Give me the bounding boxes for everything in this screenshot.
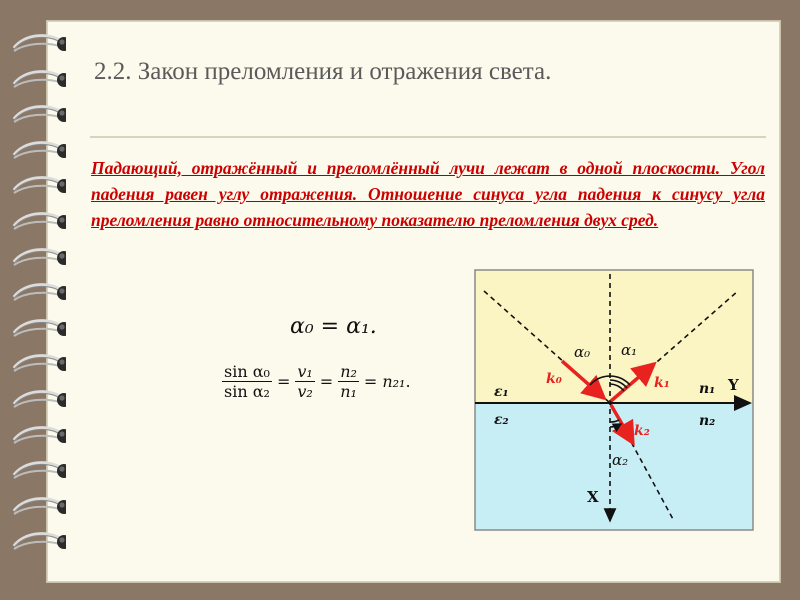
- k1-label: k₁: [654, 375, 670, 391]
- n1-label: n₁: [699, 381, 716, 397]
- fraction-velocities: [295, 362, 314, 401]
- alpha0-label: α₀: [574, 343, 591, 361]
- formula-angle-equality-text: α₀ = α₁.: [290, 314, 377, 339]
- x-axis-label: X: [587, 488, 599, 506]
- epsilon2-label: ε₂: [494, 412, 509, 428]
- spiral-ring: [10, 352, 66, 374]
- formula-snell-law: [222, 362, 411, 401]
- spiral-ring: [10, 530, 66, 552]
- equals-sign: =: [276, 372, 291, 391]
- spiral-ring: [10, 495, 66, 517]
- fraction-velocities-denominator: v₂: [297, 382, 313, 401]
- equals-sign: =: [319, 372, 334, 391]
- fraction-indices-numerator: n₂: [340, 362, 357, 381]
- alpha1-label: α₁: [621, 341, 638, 359]
- spiral-ring: [10, 139, 66, 161]
- fraction-sines-numerator: sin α₀: [224, 362, 270, 381]
- spiral-ring: [10, 281, 66, 303]
- spiral-ring: [10, 459, 66, 481]
- alpha2-label: α₂: [612, 451, 629, 469]
- fraction-sines-denominator: sin α₂: [224, 382, 270, 401]
- equals-sign: =: [363, 372, 378, 391]
- title-divider: [90, 136, 766, 138]
- law-statement: Падающий, отражённый и преломлённый лучи лежат в одной плоскости. Угол падения равен углу отражения. Отношение синуса угла падения к синусу угла преломления равно относительному показателю преломления двух сред.: [91, 158, 765, 230]
- n2-label: n₂: [699, 413, 716, 429]
- spiral-ring: [10, 388, 66, 410]
- relative-index: n₂₁: [382, 372, 406, 391]
- fraction-velocities-numerator: v₁: [297, 362, 313, 381]
- spiral-ring: [10, 246, 66, 268]
- refraction-diagram: [474, 269, 754, 531]
- spiral-ring: [10, 174, 66, 196]
- spiral-ring: [10, 68, 66, 90]
- spiral-ring: [10, 210, 66, 232]
- fraction-sines: [222, 362, 272, 401]
- y-axis-label: Y: [728, 376, 739, 394]
- k0-label: k₀: [546, 371, 562, 387]
- epsilon1-label: ε₁: [494, 384, 509, 400]
- formula-period: .: [405, 372, 411, 391]
- fraction-indices: [338, 362, 359, 401]
- formula-angle-equality: [290, 314, 377, 339]
- k2-label: k₂: [634, 423, 650, 439]
- spiral-ring: [10, 424, 66, 446]
- spiral-ring: [10, 32, 66, 54]
- slide-title: 2.2. Закон преломления и отражения света.: [94, 58, 552, 85]
- spiral-ring: [10, 103, 66, 125]
- spiral-ring: [10, 317, 66, 339]
- fraction-indices-denominator: n₁: [340, 382, 357, 401]
